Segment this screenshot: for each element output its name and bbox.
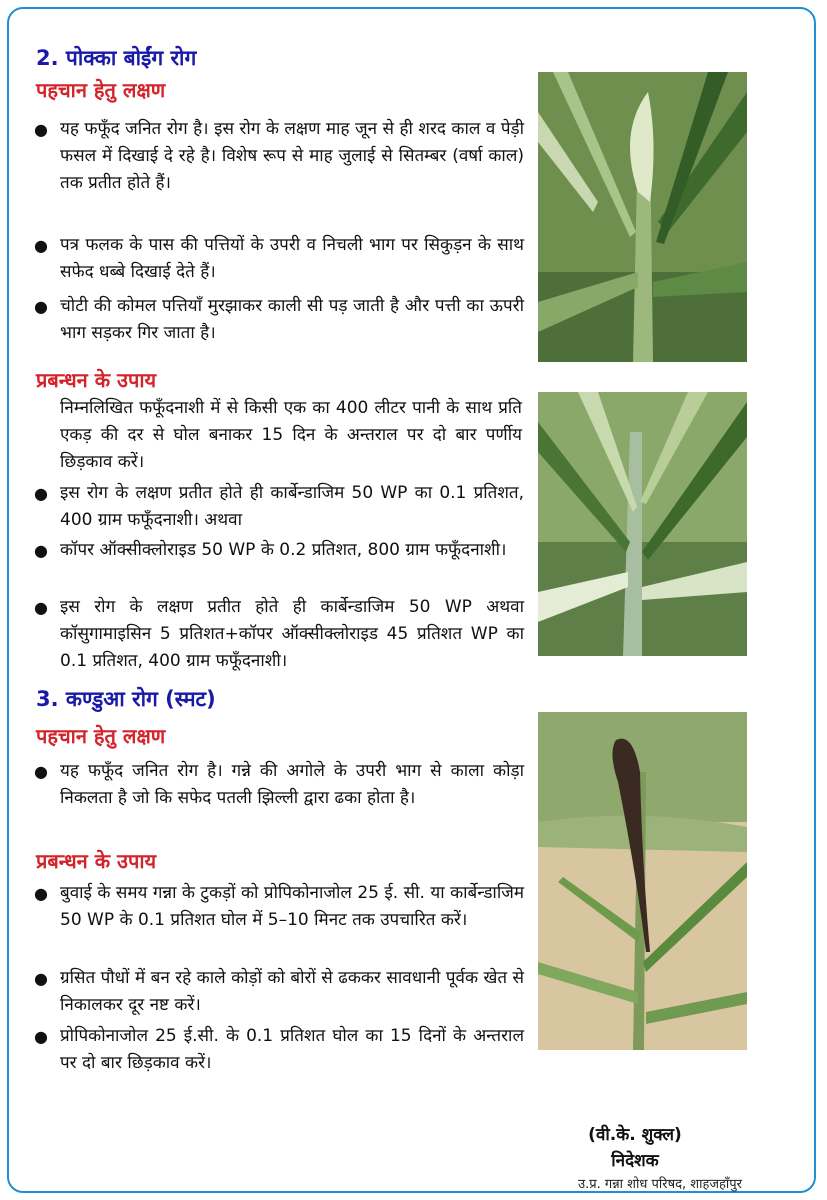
bullet-icon: ● [34,884,48,903]
symptom-text: यह फफूँद जनित रोग है। गन्ने की अगोले के उपरी भाग से काला कोड़ा निकलता है जो कि सफेद पतली झिल्ली द्वारा ढका होता है। [60,761,524,808]
section-3-symptoms-heading: पहचान हेतु लक्षण [36,724,166,748]
bullet-icon: ● [34,484,48,503]
management-text: इस रोग के लक्षण प्रतीत होते ही कार्बेन्डाजिम 50 WP का 0.1 प्रतिशत, 400 ग्राम फफूँदनाशी। अथवा [60,483,524,530]
pokkah-boeng-plant-photo [538,392,747,656]
bullet-icon: ● [34,297,48,316]
bullet-icon: ● [34,1027,48,1046]
management-intro: निम्नलिखित फफूँदनाशी में से किसी एक का 400 लीटर पानी के साथ प्रति एकड़ की दर से घोल बनाकर 15 दिन के अन्तराल पर दो बार पर्णीय छिड़काव करें। [60,398,522,472]
bullet-icon: ● [34,598,48,617]
symptom-text: चोटी की कोमल पत्तियाँ मुरझाकर काली सी पड़ जाती है और पत्ती का ऊपरी भाग सड़कर गिर जाता है। [60,296,524,343]
list-item [34,758,524,812]
signature-name [545,1122,725,1145]
section-2-title: 2. पोक्का बोईंग रोग [36,46,197,70]
bullet-icon: ● [34,969,48,988]
management-text: प्रोपिकोनाजोल 25 ई.सी. के 0.1 प्रतिशत घोल का 15 दिनों के अन्तराल पर दो बार छिड़काव करें। [60,1026,524,1073]
list-item [34,965,524,1019]
list-item [34,594,524,675]
management-text: इस रोग के लक्षण प्रतीत होते ही कार्बेन्डाजिम 50 WP अथवा कॉसुगामाइसिन 5 प्रतिशत+कॉपर ऑक्सीक्लोराइड 45 प्रतिशत WP का 0.1 प्रतिशत, 400 ग्राम फफूँदनाशी। [60,597,524,671]
bullet-icon: ● [34,762,48,781]
pokkah-boeng-leaf-photo [538,72,747,362]
section-2-symptoms-heading: पहचान हेतु लक्षण [36,78,166,102]
signatory-name: (वी.के. शुक्ल) [588,1125,682,1145]
list-item [34,116,524,197]
list-item [34,293,524,347]
list-item [34,232,524,286]
list-item [34,537,524,564]
bullet-icon: ● [34,236,48,255]
management-text: बुवाई के समय गन्ना के टुकड़ों को प्रोपिकोनाजोल 25 ई. सी. या कार्बेन्डाजिम 50 WP के 0.1 प्रतिशत घोल में 5–10 मिनट तक उपचारित करें। [60,883,524,930]
management-text: कॉपर ऑक्सीक्लोराइड 50 WP के 0.2 प्रतिशत, 800 ग्राम फफूँदनाशी। [60,540,507,560]
section-2-management-heading: प्रबन्धन के उपाय [36,368,157,392]
symptom-text: पत्र फलक के पास की पत्तियों के उपरी व निचली भाग पर सिकुड़न के साथ सफेद धब्बे दिखाई देते हैं। [60,235,524,282]
section-3-management-heading: प्रबन्धन के उपाय [36,849,157,873]
section-3-title: 3. कण्डुआ रोग (स्मट) [36,687,216,711]
bullet-icon: ● [34,120,48,139]
list-item [34,1023,524,1077]
smut-whip-photo [538,712,747,1050]
management-text: ग्रसित पौधों में बन रहे काले कोड़ों को बोरों से ढककर सावधानी पूर्वक खेत से निकालकर दूर नष्ट करें। [60,968,524,1015]
symptom-text: यह फफूँद जनित रोग है। इस रोग के लक्षण माह जून से ही शरद काल व पेड़ी फसल में दिखाई दे रहे है। विशेष रूप से माह जुलाई से सितम्बर (वर्षा काल) तक प्रतीत होते हैं। [60,119,524,193]
list-item [34,480,524,534]
signatory-organization: उ.प्र. गन्ना शोध परिषद, शाहजहाँपुर [578,1177,742,1192]
list-item [34,880,524,934]
bullet-icon: ● [34,541,48,560]
signature-designation [545,1148,725,1171]
signatory-designation: निदेशक [611,1151,659,1171]
